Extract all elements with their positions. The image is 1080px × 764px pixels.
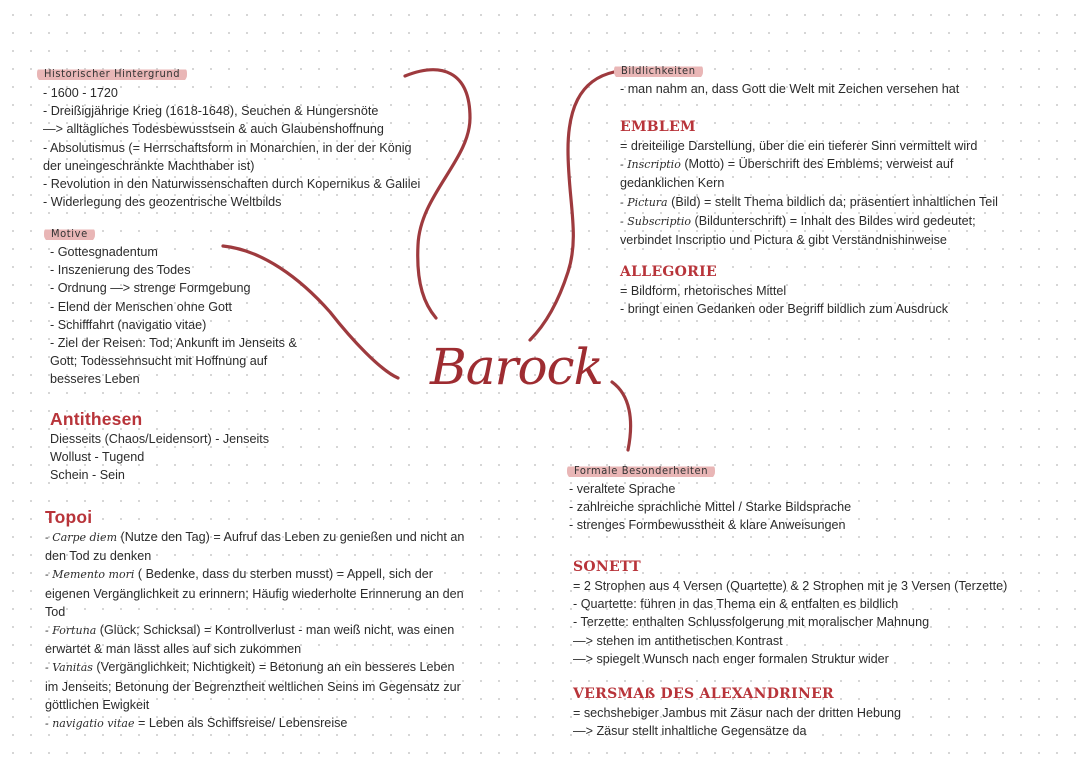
heading-motive: Motive — [44, 226, 95, 242]
section-sonett — [573, 557, 1007, 668]
text-line: - Elend der Menschen ohne Gott — [50, 299, 233, 314]
section-historischer-hintergrund — [37, 64, 420, 211]
text-line: - Inszenierung des Todes — [50, 263, 191, 278]
topos-navigatio-vitae: - navigatio vitae = Leben als Schiffsreise/ Lebensreise — [45, 716, 348, 731]
text-line: —> Zäsur stellt inhaltliche Gegensätze da — [573, 724, 807, 739]
section-bildlichkeiten — [614, 61, 959, 98]
text-line: - Schifffahrt (navigatio vitae) — [50, 317, 207, 332]
text-line: Gott; Todessehnsucht mit Hoffnung auf — [50, 354, 268, 369]
text-line: eigenen Vergänglichkeit zu erinnern; Häufig wiederholte Erinnerung an den — [45, 586, 464, 601]
section-formale-besonderheiten — [567, 461, 851, 535]
heading-sonett: SONETT — [573, 559, 641, 575]
text-line: - 1600 - 1720 — [43, 86, 118, 100]
text-line: göttlichen Ewigkeit — [45, 697, 150, 712]
text-line: besseres Leben — [50, 372, 140, 387]
text-line: Schein - Sein — [50, 468, 125, 483]
topos-memento-mori: - Memento mori ( Bedenke, dass du sterben musst) = Appell, sich der — [45, 567, 433, 582]
text-line: - Dreißigjährige Krieg (1618-1648), Seuchen & Hungersnöte — [43, 104, 379, 119]
text-line: - Quartette: führen in das Thema ein & entfalten es bildlich — [573, 597, 899, 612]
connector-formale — [612, 382, 631, 450]
text-line: Diesseits (Chaos/Leidensort) - Jenseits — [50, 432, 270, 446]
text-line: - bringt einen Gedanken oder Begriff bildlich zum Ausdruck — [620, 302, 949, 317]
text-line: - Revolution in den Naturwissenschaften durch Kopernikus & Galilei — [43, 177, 421, 192]
topos-fortuna: - Fortuna (Glück; Schicksal) = Kontrollverlust - man weiß nicht, was einen — [45, 623, 455, 638]
emblem-inscriptio: - Inscriptio (Motto) = Überschrift des Emblems; verweist auf — [620, 157, 954, 172]
connector-bildlichkeiten — [530, 72, 614, 340]
text-line: verbindet Inscriptio und Pictura & gibt Verständnishinweise — [620, 233, 947, 248]
text-line: gedanklichen Kern — [620, 176, 725, 191]
topos-vanitas: - Vanitas (Vergänglichkeit; Nichtigkeit) = Betonung an ein besseres Leben — [45, 660, 455, 675]
text-line: - veraltete Sprache — [569, 482, 676, 496]
text-line: —> spiegelt Wunsch nach enger formalen Struktur wider — [573, 651, 889, 666]
center-title: Barock — [430, 338, 603, 396]
text-line: - Terzette: enthalten Schlussfolgerung mit moralischer Mahnung — [573, 615, 930, 630]
text-line: Tod — [45, 604, 66, 619]
text-line: erwartet & man lässt alles auf sich zukommen — [45, 642, 302, 657]
text-line: Wollust - Tugend — [50, 450, 145, 465]
emblem-pictura: - Pictura (Bild) = stellt Thema bildlich da; präsentiert inhaltlichen Teil — [620, 194, 998, 209]
heading-antithesen: Antithesen — [50, 409, 143, 429]
text-line: im Jenseits; Betonung der Begrenztheit weltlichen Seins im Gegensatz zur — [45, 679, 461, 694]
section-topoi — [45, 506, 464, 733]
heading-emblem: EMBLEM — [620, 119, 696, 135]
section-versmass — [573, 684, 901, 740]
heading-bildlichkeiten: Bildlichkeiten — [614, 63, 703, 79]
section-emblem — [620, 117, 998, 249]
text-line: - Absolutismus (= Herrschaftsform in Monarchien, in der der König — [43, 140, 412, 155]
text-line: der uneingeschränkte Machthaber ist) — [43, 158, 255, 173]
heading-allegorie: ALLEGORIE — [620, 264, 717, 280]
text-line: - Ordnung —> strenge Formgebung — [50, 281, 251, 296]
heading-formale-besonderheiten: Formale Besonderheiten — [567, 463, 715, 479]
text-line: = sechshebiger Jambus mit Zäsur nach der dritten Hebung — [573, 706, 901, 720]
text-line: —> stehen im antithetischen Kontrast — [573, 633, 783, 648]
section-antithesen — [50, 408, 269, 485]
text-line: - Widerlegung des geozentrische Weltbilds — [43, 195, 282, 210]
text-line: = 2 Strophen aus 4 Versen (Quartette) & 2 Strophen mit je 3 Versen (Terzette) — [573, 579, 1008, 593]
text-line: - strenges Formbewusstheit & klare Anweisungen — [569, 518, 846, 533]
text-line: - man nahm an, dass Gott die Welt mit Zeichen versehen hat — [620, 82, 960, 96]
heading-versmass: VERSMAß DES ALEXANDRINER — [573, 686, 834, 702]
text-line: - Ziel der Reisen: Tod; Ankunft im Jenseits & — [50, 336, 297, 351]
section-allegorie — [620, 262, 948, 318]
section-motive — [44, 224, 297, 389]
emblem-subscriptio: - Subscriptio (Bildunterschrift) = Inhalt des Bildes wird gedeutet; — [620, 213, 976, 228]
text-line: = dreiteilige Darstellung, über die ein tieferer Sinn vermittelt wird — [620, 139, 978, 153]
heading-historischer-hintergrund: Historischer Hintergrund — [37, 66, 187, 82]
text-line: - Gottesgnadentum — [50, 245, 158, 259]
text-line: den Tod zu denken — [45, 549, 152, 564]
text-line: - zahlreiche sprachliche Mittel / Starke Bildsprache — [569, 500, 852, 515]
text-line: —> alltägliches Todesbewusstsein & auch Glaubenshoffnung — [43, 122, 384, 137]
heading-topoi: Topoi — [45, 507, 93, 527]
topos-carpe-diem: - Carpe diem (Nutze den Tag) = Aufruf das Leben zu genießen und nicht an — [45, 530, 465, 544]
text-line: = Bildform, rhetorisches Mittel — [620, 284, 787, 298]
